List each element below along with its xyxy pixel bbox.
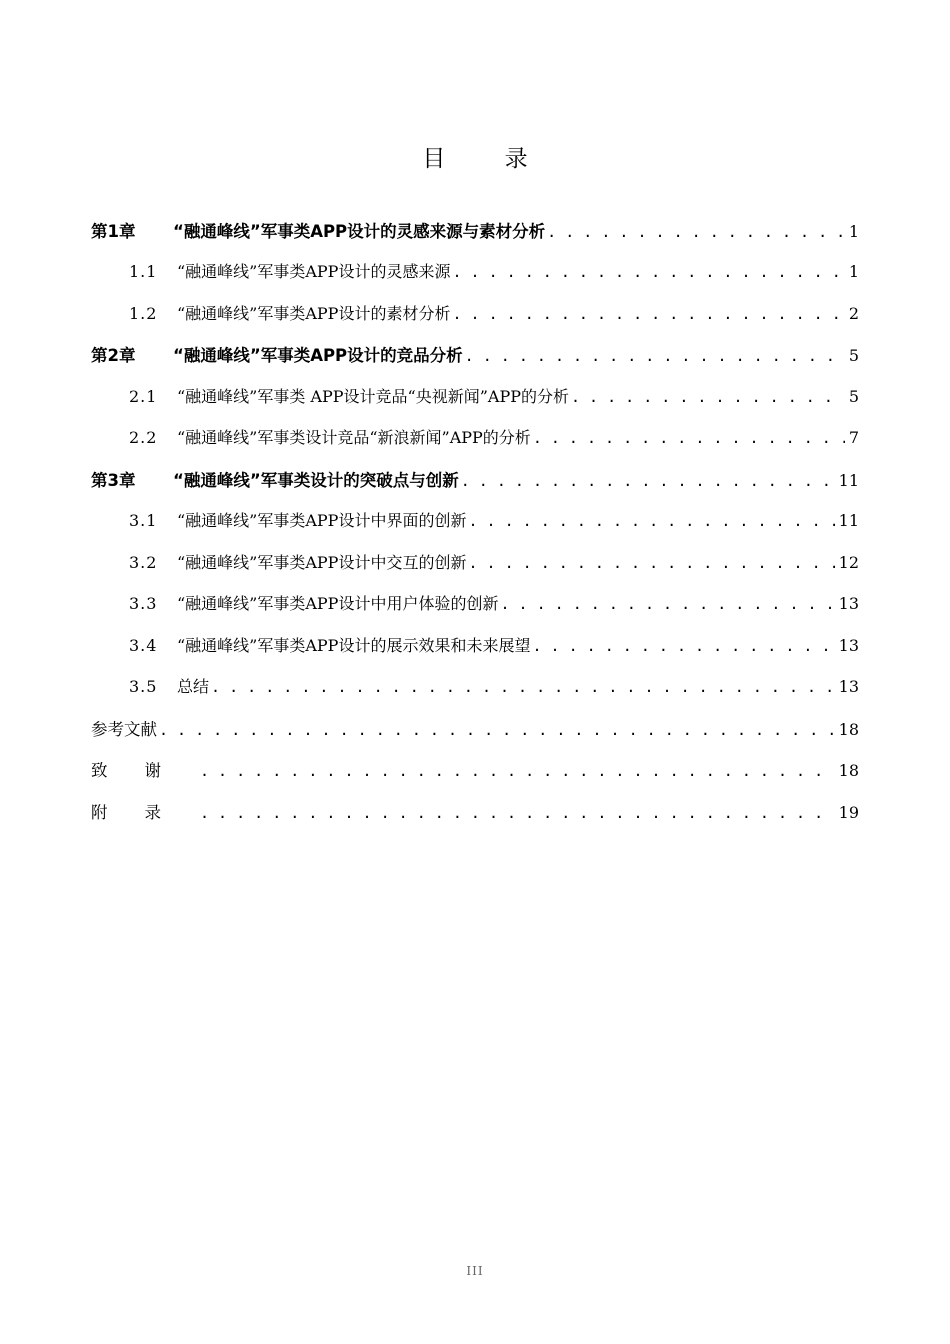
toc-entry-label: “融通峰线”军事类APP设计中界面的创新 — [177, 511, 467, 530]
toc-dot-leader — [533, 429, 845, 447]
toc-entry-references[interactable] — [91, 696, 859, 738]
toc-entry-label: “融通峰线”军事类APP设计的灵感来源 — [177, 262, 451, 281]
toc-dot-leader — [200, 804, 835, 822]
toc-dot-leader — [211, 678, 835, 696]
toc-entry-label: “融通峰线”军事类APP设计中用户体验的创新 — [177, 594, 499, 613]
toc-entry-chapter-3[interactable] — [91, 447, 859, 489]
toc-entry-page: 13 — [838, 594, 859, 613]
toc-entry-label: “融通峰线”军事类 APP设计竞品“央视新闻”APP的分析 — [177, 386, 569, 406]
toc-dot-leader — [571, 388, 845, 406]
toc-dot-leader — [532, 637, 834, 655]
toc-entry-number: 1.2 — [129, 303, 158, 323]
toc-entry-section-3-5[interactable] — [91, 655, 859, 697]
toc-dot-leader — [159, 721, 835, 739]
toc-entry-label: “融通峰线”军事类设计的突破点与创新 — [173, 470, 459, 490]
toc-dot-leader — [468, 512, 834, 530]
toc-entry-number: 2.2 — [129, 428, 158, 447]
toc-entry-label: 参考文献 — [91, 719, 157, 739]
toc-entry-page: 1 — [848, 221, 859, 241]
toc-entry-page: 1 — [848, 262, 859, 281]
toc-dot-leader — [547, 223, 845, 241]
toc-dot-leader — [200, 762, 835, 780]
toc-entry-label: “融通峰线”军事类APP设计中交互的创新 — [177, 552, 467, 572]
toc-entry-number: 1.1 — [129, 262, 158, 281]
toc-entry-number: 3.4 — [129, 635, 158, 655]
toc-entry-page: 11 — [838, 470, 859, 490]
toc-entry-page: 2 — [848, 303, 859, 323]
toc-entry-page: 11 — [838, 511, 859, 530]
toc-entry-chapter-2[interactable] — [91, 323, 859, 365]
toc-entry-page: 18 — [838, 761, 859, 780]
toc-entry-section-1-2[interactable] — [91, 281, 859, 323]
toc-entry-page: 18 — [838, 719, 859, 739]
toc-entry-number: 第2章 — [91, 346, 136, 365]
toc-entry-section-3-3[interactable] — [91, 572, 859, 614]
toc-entry-section-3-4[interactable] — [91, 613, 859, 655]
table-of-contents — [91, 198, 859, 821]
toc-dot-leader — [452, 263, 844, 281]
toc-entry-label: 总结 — [177, 677, 210, 696]
toc-entry-appendix[interactable] — [91, 779, 859, 821]
toc-entry-page: 5 — [848, 386, 859, 406]
toc-entry-label: “融通峰线”军事类APP设计的竞品分析 — [173, 346, 463, 365]
toc-entry-section-3-1[interactable] — [91, 489, 859, 531]
toc-dot-leader — [500, 595, 834, 613]
toc-entry-section-3-2[interactable] — [91, 530, 859, 572]
toc-entry-page: 12 — [838, 552, 859, 572]
toc-entry-number: 第1章 — [91, 221, 136, 241]
toc-dot-leader — [468, 554, 834, 572]
toc-entry-number: 3.3 — [129, 594, 158, 613]
toc-entry-label: “融通峰线”军事类APP设计的灵感来源与素材分析 — [173, 221, 546, 241]
page-title: 目 录 — [422, 146, 554, 172]
toc-entry-section-2-1[interactable] — [91, 364, 859, 406]
toc-entry-number: 3.2 — [129, 552, 158, 572]
page-number-footer: III — [466, 1264, 484, 1278]
toc-entry-page: 5 — [848, 346, 859, 365]
toc-entry-label: 附录 — [91, 802, 198, 822]
toc-entry-page: 13 — [838, 635, 859, 655]
toc-entry-number: 第3章 — [91, 470, 136, 490]
toc-entry-page: 13 — [838, 677, 859, 696]
toc-entry-acknowledgements[interactable] — [91, 738, 859, 780]
toc-entry-chapter-1[interactable] — [91, 198, 859, 240]
toc-entry-page: 19 — [838, 802, 859, 822]
toc-entry-number: 3.5 — [129, 677, 158, 696]
toc-entry-number: 2.1 — [129, 386, 158, 406]
toc-entry-page: 7 — [848, 428, 859, 447]
toc-entry-label: “融通峰线”军事类设计竞品“新浪新闻”APP的分析 — [177, 428, 531, 447]
toc-dot-leader — [452, 305, 844, 323]
toc-entry-label: 致谢 — [91, 761, 198, 780]
toc-dot-leader — [461, 472, 835, 490]
toc-entry-number: 3.1 — [129, 511, 158, 530]
toc-entry-label: “融通峰线”军事类APP设计的素材分析 — [177, 303, 451, 323]
toc-entry-label: “融通峰线”军事类APP设计的展示效果和未来展望 — [177, 635, 531, 655]
toc-entry-section-1-1[interactable] — [91, 240, 859, 282]
toc-entry-section-2-2[interactable] — [91, 406, 859, 448]
toc-dot-leader — [465, 347, 845, 365]
